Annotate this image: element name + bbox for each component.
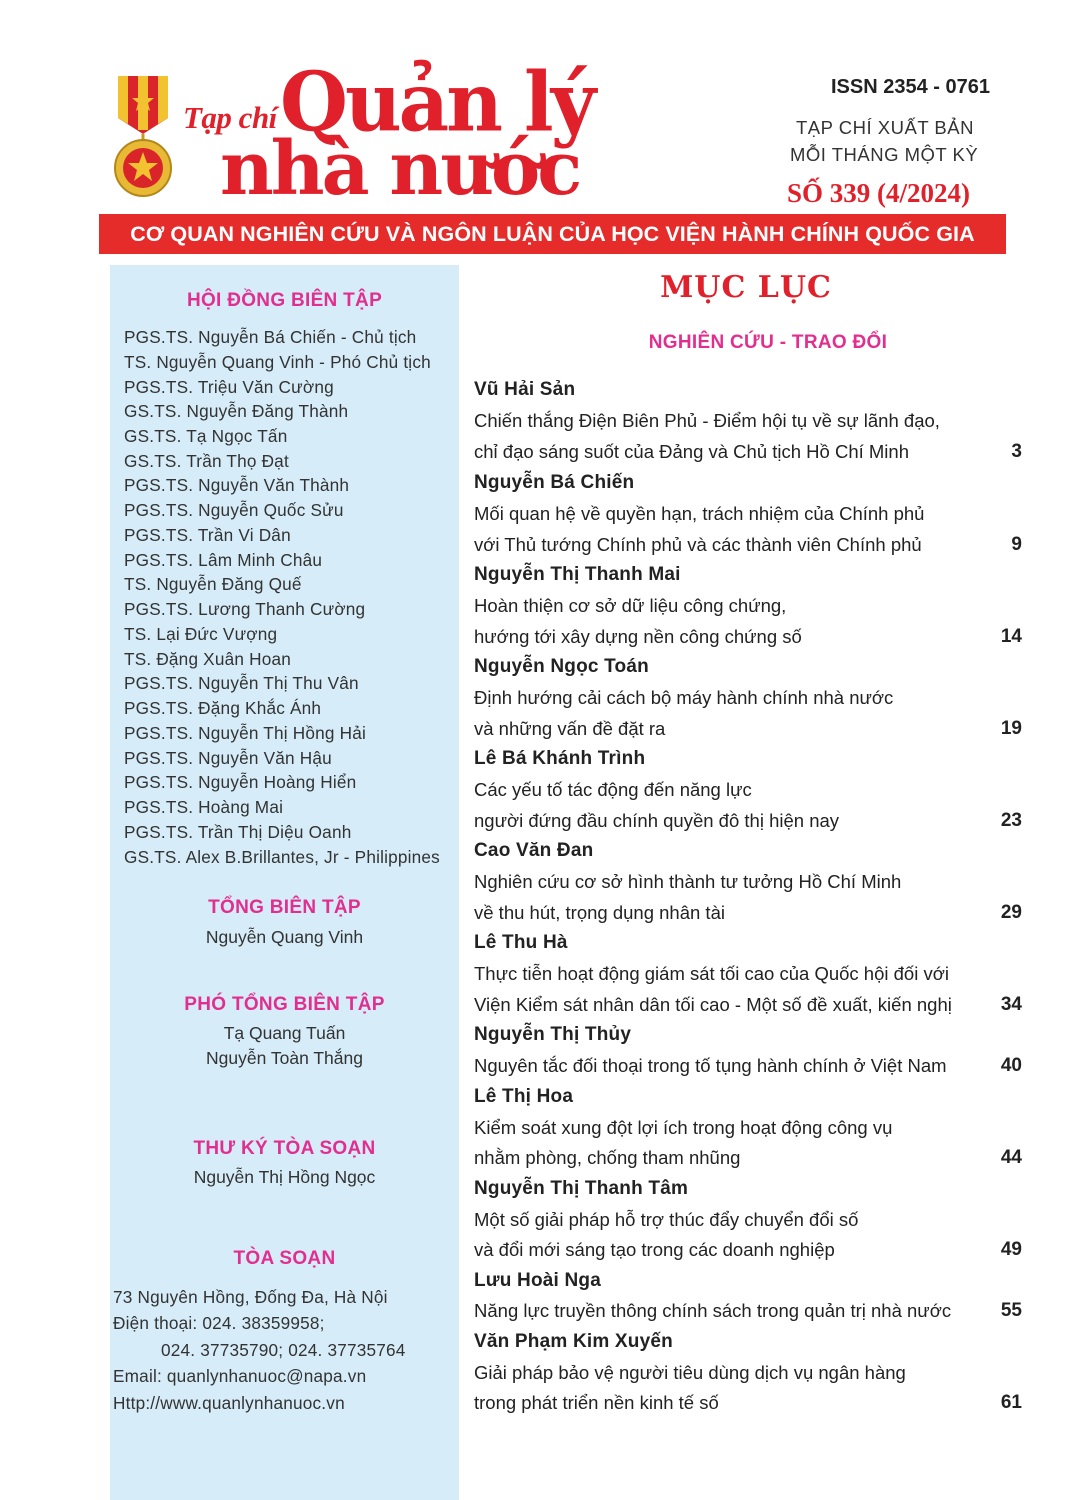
editorial-sidebar [110,265,459,1500]
toc-title-line: Chiến thắng Điện Biên Phủ - Điểm hội tụ về sự lãnh đạo, [474,410,940,431]
toc-author: Nguyễn Ngọc Toán [474,656,649,677]
toc-author: Nguyễn Thị Thủy [474,1024,632,1045]
toc-title-line: Viện Kiểm sát nhân dân tối cao - Một số đề xuất, kiến nghị [474,994,952,1015]
toc-page-number: 34 [1000,994,1022,1015]
toc-title-line: Kiểm soát xung đột lợi ích trong hoạt động công vụ [474,1117,893,1138]
board-member: GS.TS. Alex B.Brillantes, Jr - Philippines [124,847,440,867]
board-member: PGS.TS. Nguyễn Thị Hồng Hải [124,723,366,743]
toc-page-number: 55 [1000,1300,1022,1321]
toc-author: Vũ Hải Sản [474,379,576,400]
logo-line-1: Quản lý [280,54,594,151]
toc-page-number: 19 [1000,718,1022,739]
office-phone: Điện thoại: 024. 38359958; [113,1313,325,1333]
agency-banner-text: CƠ QUAN NGHIÊN CỨU VÀ NGÔN LUẬN CỦA HỌC VIỆN HÀNH CHÍNH QUỐC GIA [130,221,975,246]
secretary-heading: THƯ KÝ TÒA SOẠN [193,1138,376,1159]
logo-line-2: nhà nước [220,126,580,212]
board-member: GS.TS. Trần Thọ Đạt [124,451,289,471]
toc-author: Nguyễn Bá Chiến [474,472,635,493]
toc-title-line: và đổi mới sáng tạo trong các doanh nghiệp [474,1239,835,1260]
toc-page-number: 14 [1000,626,1022,647]
toc-title-line: và những vấn đề đặt ra [474,718,666,739]
board-member: PGS.TS. Nguyễn Văn Hậu [124,748,332,768]
toc-section-heading: NGHIÊN CỨU - TRAO ĐỔI [648,332,888,353]
toc-title-line: Hoàn thiện cơ sở dữ liệu công chứng, [474,595,787,616]
board-member: TS. Lại Đức Vượng [124,624,278,644]
deputy-editor-heading: PHÓ TỔNG BIÊN TẬP [184,994,385,1015]
board-member: TS. Nguyễn Đăng Quế [124,574,302,594]
toc-author: Lê Thị Hoa [474,1086,574,1107]
toc-page-number: 61 [1000,1392,1022,1413]
toc-page-number: 40 [1000,1055,1022,1076]
board-member: GS.TS. Nguyễn Đăng Thành [124,401,349,421]
toc-title-line: Mối quan hệ về quyền hạn, trách nhiệm của Chính phủ [474,503,925,524]
toc-author: Nguyễn Thị Thanh Mai [474,564,681,585]
toc-title-line: về thu hút, trọng dụng nhân tài [474,902,725,923]
toc-title-line: nhằm phòng, chống tham nhũng [474,1147,741,1168]
editor-in-chief-heading: TỔNG BIÊN TẬP [208,897,361,918]
deputy-editor-name: Tạ Quang Tuấn [223,1023,346,1043]
publish-frequency-line-1: TẠP CHÍ XUẤT BẢN [796,117,974,138]
toc-title-line: Nguyên tắc đối thoại trong tố tụng hành chính ở Việt Nam [474,1055,947,1076]
toc-title-line: Các yếu tố tác động đến năng lực [474,779,752,800]
board-member: PGS.TS. Nguyễn Quốc Sửu [124,500,344,520]
deputy-editor-name: Nguyễn Toàn Thắng [206,1048,363,1068]
toc-title-line: Nghiên cứu cơ sở hình thành tư tưởng Hồ Chí Minh [474,871,902,892]
board-heading: HỘI ĐỒNG BIÊN TẬP [186,290,383,311]
office-website: Http://www.quanlynhanuoc.vn [113,1393,345,1413]
board-member: PGS.TS. Trần Thị Diệu Oanh [124,822,352,842]
board-member: TS. Đặng Xuân Hoan [124,649,291,669]
toc-title-line: Thực tiễn hoạt động giám sát tối cao của Quốc hội đối với [474,963,949,984]
toc-author: Nguyễn Thị Thanh Tâm [474,1178,689,1199]
board-member: PGS.TS. Nguyễn Thị Thu Vân [124,673,359,693]
toc-page-number: 3 [1011,441,1022,462]
board-member: PGS.TS. Trần Vi Dân [124,525,291,545]
toc-page-number: 29 [1000,902,1022,923]
board-member: PGS.TS. Nguyễn Bá Chiến - Chủ tịch [124,327,417,347]
board-member: GS.TS. Tạ Ngọc Tấn [124,426,288,446]
board-member: PGS.TS. Triệu Văn Cường [124,377,334,397]
toc-author: Lê Bá Khánh Trình [474,748,646,769]
office-address: 73 Nguyên Hồng, Đống Đa, Hà Nội [113,1287,388,1307]
toc-author: Văn Phạm Kim Xuyến [474,1331,673,1352]
toc-title-line: với Thủ tướng Chính phủ và các thành viên Chính phủ [474,534,922,555]
board-member: TS. Nguyễn Quang Vinh - Phó Chủ tịch [124,352,431,372]
office-phone-extra: 024. 37735790; 024. 37735764 [161,1340,406,1360]
toc-page-number: 44 [1000,1147,1022,1168]
toc-title-line: chỉ đạo sáng suốt của Đảng và Chủ tịch Hồ Chí Minh [474,441,909,462]
toc-page-number: 23 [1000,810,1022,831]
agency-banner [99,214,1006,254]
issn: ISSN 2354 - 0761 [831,76,990,98]
publish-frequency-line-2: MỖI THÁNG MỘT KỲ [790,144,979,165]
board-member: PGS.TS. Lâm Minh Châu [124,550,323,570]
toc-author: Cao Văn Đan [474,840,594,861]
editor-in-chief-name: Nguyễn Quang Vinh [205,927,364,947]
toc-author: Lê Thu Hà [474,932,568,953]
toc-title-line: hướng tới xây dựng nền công chứng số [474,626,802,647]
toc-title-line: trong phát triển nền kinh tế số [474,1392,719,1413]
toc-title-line: Một số giải pháp hỗ trợ thúc đẩy chuyển đổi số [474,1209,859,1230]
toc-title-line: Giải pháp bảo vệ người tiêu dùng dịch vụ ngân hàng [474,1362,906,1383]
secretary-name: Nguyễn Thị Hồng Ngọc [193,1167,376,1187]
board-member: PGS.TS. Hoàng Mai [124,797,284,817]
toc-title-line: Năng lực truyền thông chính sách trong quản trị nhà nước [474,1300,952,1321]
board-member: PGS.TS. Nguyễn Hoàng Hiển [124,772,357,792]
toc-title-line: Định hướng cải cách bộ máy hành chính nhà nước [474,687,894,708]
toc-title-line: người đứng đầu chính quyền đô thị hiện nay [474,810,840,831]
toc-author: Lưu Hoài Nga [474,1270,601,1291]
board-member: PGS.TS. Lương Thanh Cường [124,599,366,619]
issue-number: SỐ 339 (4/2024) [787,178,971,208]
board-member: PGS.TS. Nguyễn Văn Thành [124,475,350,495]
toc-title: MỤC LỤC [660,270,832,305]
office-email: Email: quanlynhanuoc@napa.vn [113,1366,367,1386]
toc-page-number: 9 [1011,534,1022,555]
tap-chi-label: Tạp chí [183,100,277,135]
toc-page-number: 49 [1000,1239,1022,1260]
board-member: PGS.TS. Đặng Khắc Ánh [124,698,322,718]
medal-emblem-icon [108,76,178,198]
office-heading: TÒA SOẠN [233,1248,336,1269]
